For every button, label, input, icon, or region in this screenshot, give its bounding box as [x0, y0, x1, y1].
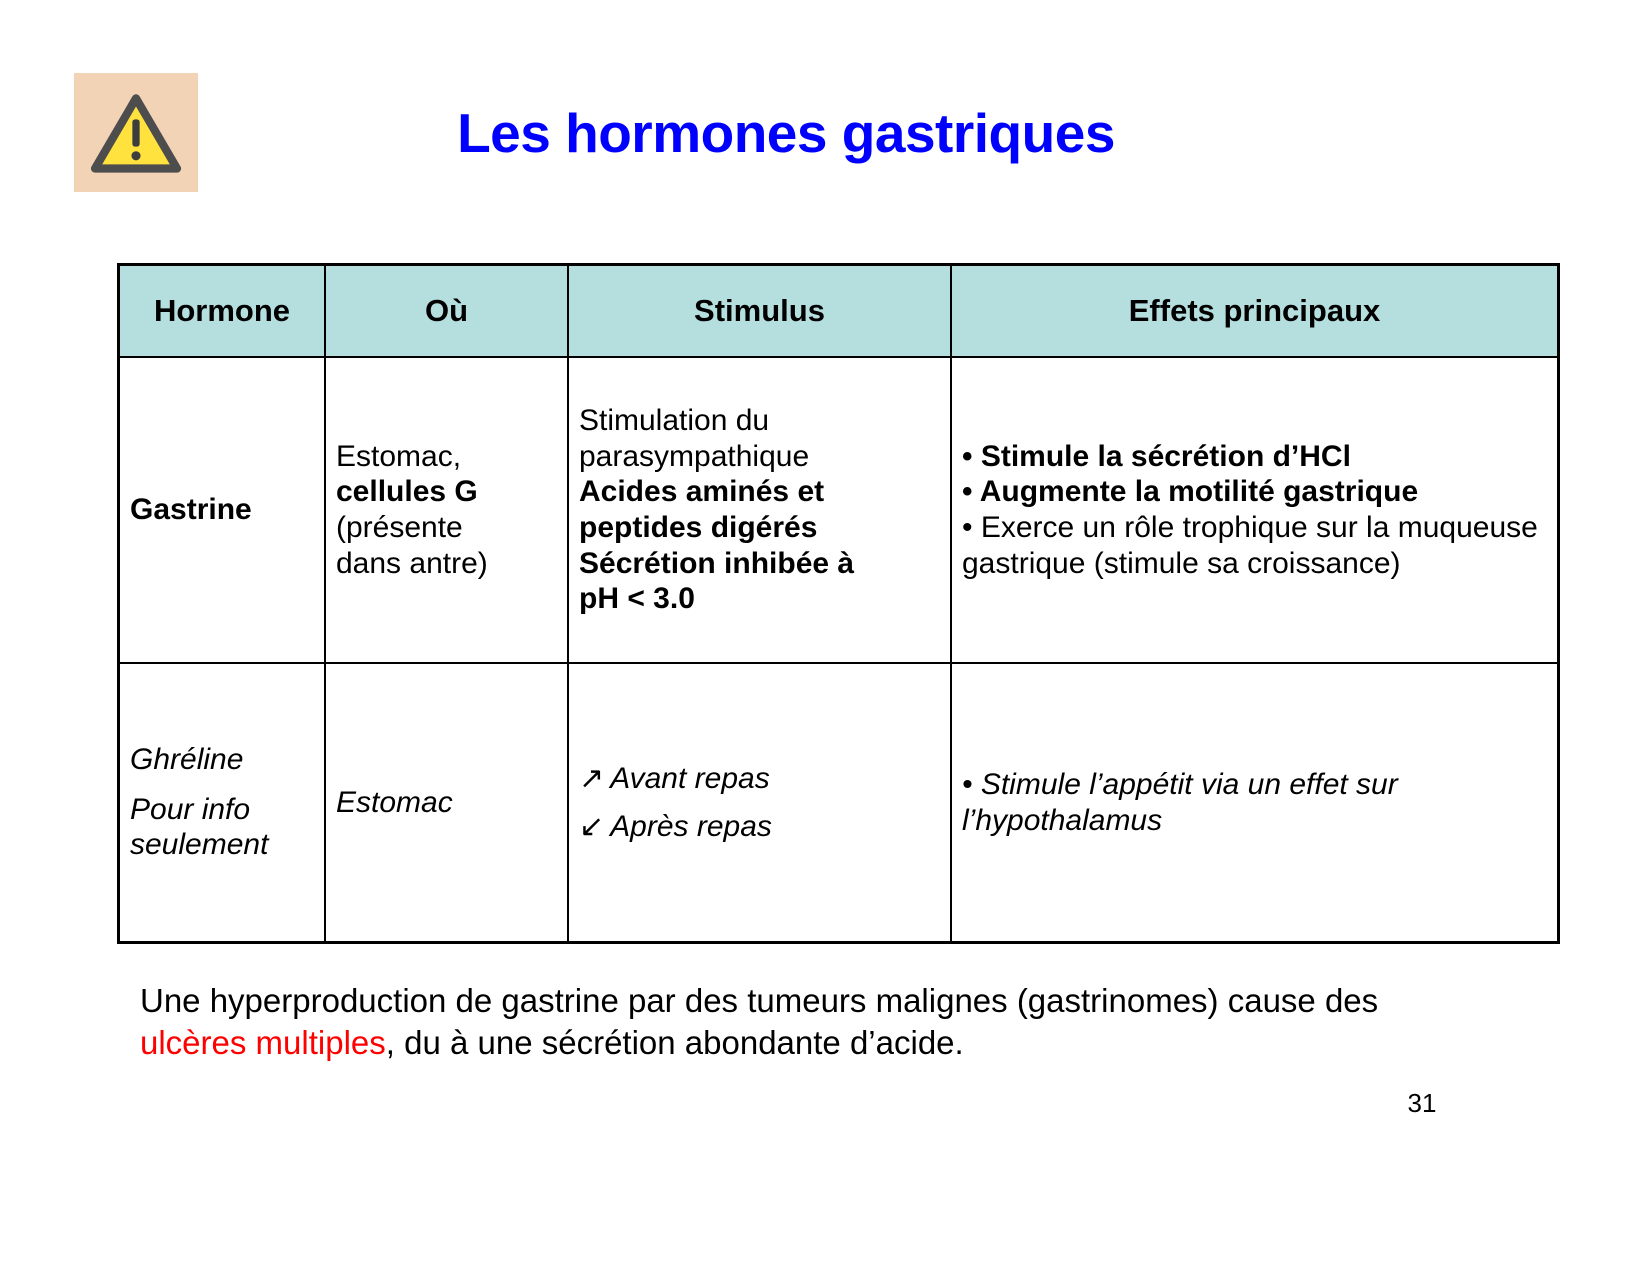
caption-part-2: , du à une sécrétion abondante d’acide. — [385, 1024, 964, 1062]
page-number: 31 — [1407, 1088, 1437, 1118]
ghreline-note-line-2: seulement — [130, 828, 269, 862]
stimulus-ghreline-label-2: Après repas — [610, 809, 772, 843]
stimulus-line-2: parasympathique — [579, 439, 810, 473]
cell-stimulus-gastrine — [568, 357, 951, 663]
ou-ghreline-text: Estomac — [336, 785, 453, 819]
cell-hormone-ghreline — [119, 663, 326, 943]
cell-ou-ghreline — [325, 663, 568, 943]
cell-hormone-gastrine — [119, 357, 326, 663]
stimulus-line-3: Acides aminés et — [579, 475, 825, 509]
column-header-effets: Effets principaux — [951, 265, 1559, 358]
table-header-row — [119, 265, 1559, 358]
column-header-hormone: Hormone — [119, 265, 326, 358]
stimulus-line-4: peptides digérés — [579, 511, 818, 544]
page-title — [0, 102, 1650, 164]
effet-ghreline-text: • Stimule l’appétit via un effet sur l’hypothalamus — [962, 767, 1398, 837]
table-row-gastrine — [119, 357, 1559, 663]
hormone-name-ghreline: Ghréline — [130, 742, 244, 776]
column-header-ou: Où — [325, 265, 568, 358]
ghreline-note-line-1: Pour info — [130, 792, 251, 826]
arrow-up-right-icon: ↗ — [579, 761, 605, 795]
stimulus-ghreline-line-1 — [579, 761, 940, 797]
cell-ou-gastrine — [325, 357, 568, 663]
effet-bullet-3: • Exerce un rôle trophique sur la muqueuse gastrique (stimule sa croissance) — [962, 511, 1538, 580]
hormones-table — [117, 263, 1560, 944]
column-header-stimulus: Stimulus — [568, 265, 951, 358]
ou-line-2-cellules-g: cellules G — [336, 475, 478, 509]
stimulus-ghreline-label-1: Avant repas — [610, 761, 770, 795]
stimulus-line-5: Sécrétion inhibée à — [579, 546, 855, 580]
cell-effets-gastrine — [951, 357, 1559, 663]
ou-line-3: (présente — [336, 511, 463, 544]
caption-highlight: ulcères multiples — [140, 1024, 386, 1062]
effet-bullet-1: • Stimule la sécrétion d’HCl — [962, 439, 1351, 473]
cell-stimulus-ghreline — [568, 663, 951, 943]
ou-line-4: dans antre) — [336, 546, 488, 580]
arrow-down-left-icon: ↙ — [579, 809, 605, 843]
caption-text — [140, 980, 1450, 1064]
effet-bullet-2: • Augmente la motilité gastrique — [962, 475, 1419, 509]
stimulus-line-6-ph: pH < 3.0 — [579, 582, 695, 616]
page-title-text: Les hormones gastriques — [457, 102, 1115, 164]
caption-part-1: Une hyperproduction de gastrine par des tumeurs malignes (gastrinomes) cause des — [140, 982, 1379, 1019]
stimulus-ghreline-line-2 — [579, 809, 940, 845]
ou-line-1: Estomac, — [336, 439, 462, 473]
stimulus-line-1: Stimulation du — [579, 403, 770, 437]
table-row-ghreline — [119, 663, 1559, 943]
hormone-name-gastrine: Gastrine — [130, 493, 252, 527]
cell-effets-ghreline — [951, 663, 1559, 943]
